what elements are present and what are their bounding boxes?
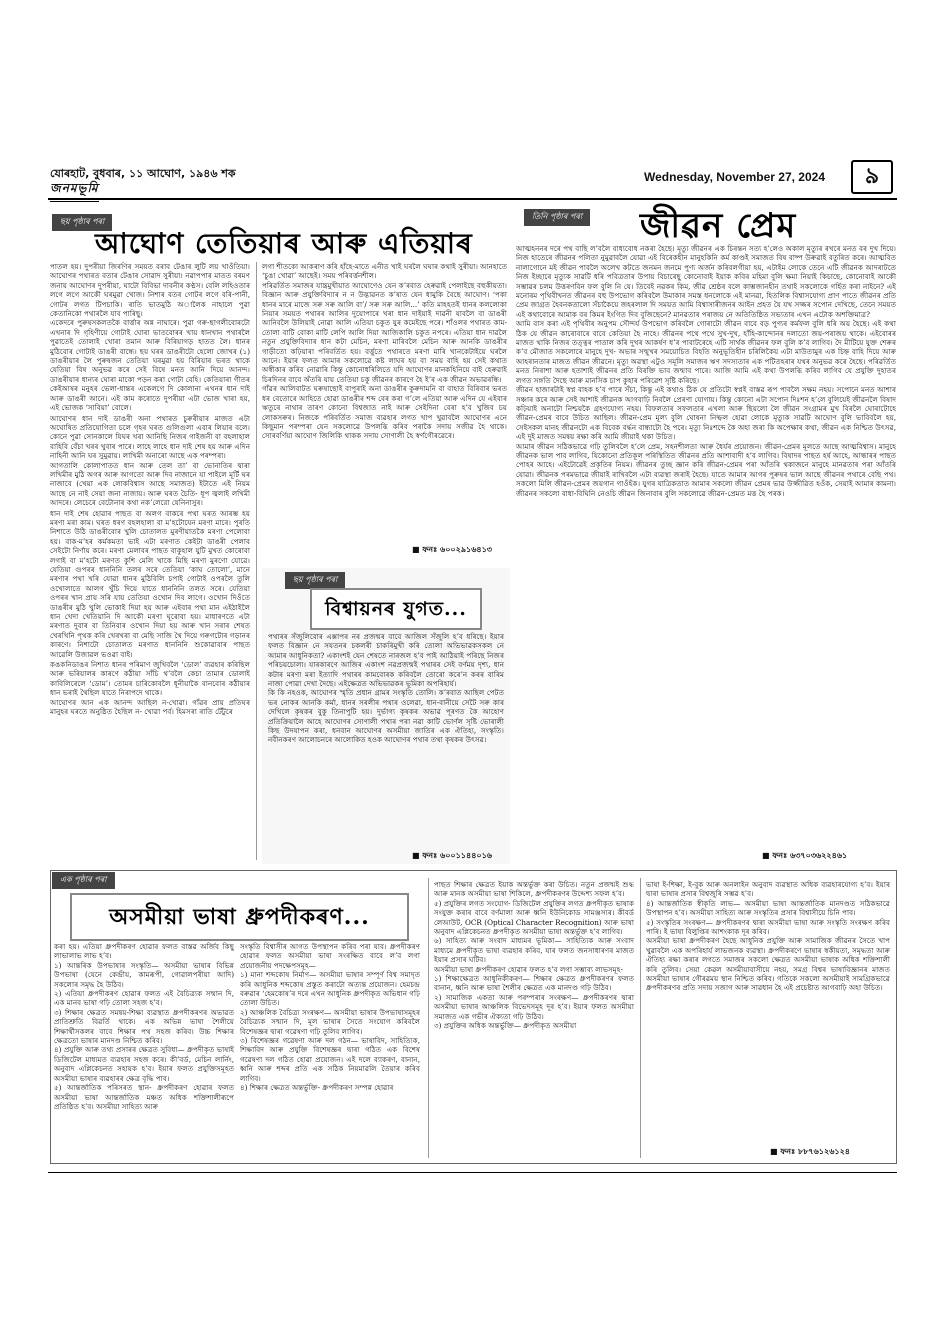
article1-col1-para: পাতল হয়। দুপৰীয়া জিৰণিৰ সময়ত বৰাব টেঙাৰ লুটি লয় খাওঁতিয়া। আঘোণৰ পথাৰত বতাৰ টেঙাৰ সোৱাদ সুৰীয়া। নৱাপপাৰ মাতত বৰমণ জনায় আঘোণৰ দুপৰীয়া, ঘাটো বিবিভা দাবনীৰ কণ্ঠস। বেলি লহিওতাৰ লগে লগে আকৌ ঘৰমুৱা খোজ। নিশাৰ বতৰ গোটৰ লগে বৰি-পানী, গোটৰ লগত টিপচাকি। ৰাতি ভাতমুঠি অালৈক নাহালে পুৱা কেতানিকো পথাৰলৈ যাব পাৰিছু। একেদৰে পুৰুষসকলতকৈ বাৰ্ত্তাৰ অন্ন নাঘাৰে। পুৱা গৰু-ছাগলীবোৰটো এখনাৰ দি গৃহিণীয়ে গোটাই ঘোৰা ভাতবোৰৰ খায় ধানখান পথাৰলৈ পুৱাতেই তোলাই খোৰা তমান আৰু বিৰিয়াগড় হাতত লৈ। ধানৰ মুঠিবোৰ গোটাই ডাঙৰী বান্ধে। ছয় ঘৰৰ ডাঙৰীটো হেলো জোখৰ (১) ডাঙৰীয়াৰ লৈ পুৰুষজন তেতিয়া ঘৰমুৱা হয় বিৰিয়াৰ ভৰত থাকে যেতিয়া বিষ অনুভৱ কৰে সেই বিষে মনত আনি দিয়ে আনন্দ। ডাঙৰীয়াৰ ধান্যৰ ঘোৰা মাকো পড়ন কৰা গোটা বেহি। কেতিয়াৰা গীতৰ কেইআষৰ মনুহৰ ভেলা-ধান্তৰ একেলগে দি কোলানা এখনৰ ধান দাই আৰু ডাঙৰী আনে। এই কাম কৰোতে দুপৰীয়া এটা ভোজ খাৰা হয়, এই ভোজক ‘সাবিয়া’ বোলে।	[50, 262, 250, 413]
article4-column-4	[646, 880, 890, 1138]
article4-col2-para: সংস্কৃতি বিশ্বাসীৰ আগত উপস্থাপন কৰিব পৰা যাব। ধ্ৰুপদীকৰণ হোৱাৰ ফলত অসমীয়া ভাষা সংৰক্ষিত বাবে ল’ব লগা প্ৰয়োজনীয় পদক্ষেপসমূহ— ১) মানা শব্দকোষ নিৰ্মাণ— অসমীয়া ভাষাৰ সম্পূৰ্ণ বিশ্ব সমাদৃত কৰি আধুনিক শব্দকোষ প্ৰস্তুত কৰাটো অত্যন্ত প্ৰয়োজন। হেমচন্দ্ৰ বৰুৱাৰ ‘হেমকোষ’ৰ দৰে এখন আধুনিক ধ্ৰুপদীকৃত অভিধান গঢ়ি তোলা উচিত। ২) আঞ্চলিক বৈচিত্ৰ্য সংৰক্ষণ— অসমীয়া ভাষাৰ উপভাষাসমূহৰ বৈচিত্ৰ্যক সন্মান দি, মূল ভাষাৰ সৈতে সংযোগ কৰিবলৈ বিশেষজ্ঞৰ দ্বাৰা গৱেষণা গঢ়ি তুলিব লাগিব। ৩) বিশেষজ্ঞৰ গৱেষণা আৰু দল গঠন— ভাষাবিদ, সাহিত্যিক, শিক্ষাবিদ আৰু প্ৰযুক্তি বিশেষজ্ঞৰ দ্বাৰা গঠিত এক বিশেষ গৱেষণা দল গঠিত হোৱা প্ৰয়োজন। এই দলে ব্যাকৰণ, বানান, ধ্বনি আৰু শব্দৰ প্ৰতি এক সঠিক নিয়মাৱলি তৈয়াৰ কৰিব লাগিব। ৪) শিক্ষাৰ ক্ষেত্ৰত অন্তৰ্ভুক্তি- ধ্ৰুপদীকৰণ সম্পন্ন হোৱাৰ	[240, 942, 420, 1093]
article1-column-2	[262, 262, 507, 532]
header-english-date: Wednesday, November 27, 2024	[644, 170, 825, 184]
article4-col3-para: পাছত শিক্ষাৰ ক্ষেত্ৰত ইয়াক অন্তৰ্ভুক্ত কৰা উচিত। নতুন প্ৰজন্মই শুদ্ধ আৰু মানক অসমীয়া ভাষা শিকিলে, ধ্ৰুপদীকৰণৰ উদ্দেশ্য সফল হ’ব। ৫) প্ৰযুক্তিৰ লগত সংযোগ- ডিজিটেল প্ৰযুক্তিৰ লগত ধ্ৰুপদীকৃত ভাষাক সংযুক্ত কৰাৰ বাবে বৰ্ণমালা আৰু ধ্বনি ইউনিকোড সামঞ্জস্যৰ। কীবৰ্ড লেআউট, OCR (Optical Character Recognition) আৰু ভাষা অনুবাদ এপ্লিকেচনত ধ্ৰুপদীকৃত অসমীয়া ভাষা অন্তৰ্ভুক্ত হ’ব লাগিব। ৬) সাহিত্য আৰু সংবাদ মাধ্যমৰ ভূমিকা— সাহিত্যিক আৰু সংবাদ মাধ্যমে ধ্ৰুপদীকৃত ভাষা ব্যৱহাৰ কৰিব, যাৰ ফলত জনসাধাৰণৰ মাজত ইয়াৰ প্ৰসাৰ ঘটিব। অসমীয়া ভাষা ধ্ৰুপদীকৰণ হোৱাৰ ফলত হ’ব লগা সম্ভাব্য লাভসমূহ- ১) শিক্ষাক্ষেত্ৰত আধুনিকীকৰণ— শিক্ষাৰ ক্ষেত্ৰত ধ্ৰুপদীকৰণৰ ফলত বানান, ধ্বনি আৰু ভাষা শৈলীৰ ক্ষেত্ৰত এক মানদণ্ড গঢ়ি উঠিব। ২) সামাজিক একতা আৰু পৰম্পৰাৰ সংৰক্ষণ— ধ্ৰুপদীকৰণৰ দ্বাৰা অসমীয়া ভাষাৰ আঞ্চলিক বিভেদসমূহ দূৰ হ’ব। ইয়াৰ ফলত অসমীয়া সমাজত এক গভীৰ ঐক্যতা গঢ়ি উঠিব। ৩) প্ৰযুক্তিৰ অধিক অন্তৰ্ভুক্তি— ধ্ৰুপদীকৃত অসমীয়া	[434, 880, 634, 1031]
article4-phone: ■ ফনঃ ৮৮৭৬১২৬১২৪	[770, 1147, 850, 1156]
article3-headline-box	[310, 588, 482, 630]
article1-column-1	[50, 262, 250, 862]
article2-continued-tag: তিনি পৃষ্ঠাৰ পৰা	[524, 209, 590, 226]
article4-continued-tag: এক পৃষ্ঠাৰ পৰা	[52, 872, 115, 889]
article4-column-1	[54, 942, 234, 1156]
footer-rule	[48, 1172, 897, 1173]
article1-phone: ■ ফনঃ ৬০০২৯১৬৪১৩	[412, 545, 492, 554]
header-location-date: যোৰহাট, বুধবাৰ, ১১ আঘোণ, ১৯৪৬ শক	[50, 167, 236, 180]
article1-col1d-para: কঙকনিডাঙৰ নিশাত ধানৰ পৰিমাণ জুখিবলৈ ‘ডোল’ ব্যৱহাৰ কৰিছিল আৰু ভৰিয়ালৰ কাৰণে কঠীয়া সাঁচি থ’বলৈ কেচা তামাৰ ডোলাই কাবিলিৰেলে ‘ডোম’। তোমৰ চাৰিকোবলৈ ধূনীয়াকৈ বানবোৰ কঠীয়াৰ ধান ভৰাই থৈছিল যাতে নিৰাপদে থাকে। আঘোণৰ আন এক আনন্দ আছিল ন-খোৱা। গাঁৱৰ প্ৰায় প্ৰতিঘৰ মানুহৰ ঘৰতে অনুষ্ঠিত হৈছিল ন- খোৱা পৰ্ব। হিমসৰা ৰাতি টেঁটুৰে	[50, 660, 250, 717]
article2-para: আত্মহননৰ দৰে পথ বাছি ল’বলৈ বাধ্যবোধ নকৰা হৈছে। মৃত্যু জীৱনৰ এক চিৰন্তন সত্য হ’লেও অকাল মৃত্যুৰ ৰখৰে মনত বৰ দুখ দিয়ে। নিজ হাতেৰে জীৱনৰ পলিতা নুমুৱাবলৈ যোৱা এই বিৰেকহীন মানুহকিনি কৰ্ম কাণ্ডই সমাজত বিষ বাষ্প উৰুৱাই বতুৰিত কৰে। আত্মবিত নালাগোনে মই জীৱন পাবলৈ অলেখ কটতে জনমন জনমে পুণ্য অৰ্জন কৰিবলগীয়া হয়, এটাইম লোকে তেনে এটি জীৱনক আদৰাটতে নিজ ইচ্ছাৰে মৃত্যুক সাৱটি ধৰি পবিত্ৰতাৰ উপায় বিচাৰেছু কোনোবাই ইয়াক কবিৰ মহিমা বুলি ক্ষমা নিয়াই কিচাছে, কোনোবাই আকৌ সম্ভাৱৰ চলম উত্তৰণবিন ফল বুলি নি যে। তিবেই নৱকৰ কিম, জীৱ শ্ৰেষ্ঠৰ বলে কাম্ভজানহীন তথাই সকলোকে গৰ্হিত কৰা নাইনে? এই মনোৰম পৃথিবীখনত জীৱনৰ বহু উপভোগ কৰিবলৈ উমাকাৰ সমস্ত ধনলোকে এই মানৱা, হিতলিক বিশ্বাসযোগ্য প্ৰাণ পাতে জীৱনৰ প্ৰতি প্ৰেম জাগ্ৰত হৈবনকতালো সঁচাকৈয়ে জহৰলাল দি সময়ত আমি বিশ্বাসাৰীজনৰ আইন প্ৰহত যৈ যখ সজ্জৰ সপোন দেখিছে, তেনে সময়ত এই কথাবোৰে আমাক বৰ কিমৰ ইংগিত দিব বুজিছেনে? মানৱতাৰ পৰাজয় নে অতিতিষ্ঠিত সভ্যতাৰ এখন এটোক অশক্তিমাত্ৰ? আমি বাস কৰা এই পৃথিবীৰ অনুপম সৌন্দৰ্য উপভোগ কৰিবলৈ গোৰাটো জীৱন বাবে বড় পুণ্যৰ কৰ্মফল বুলি ধৰি অয় হৈছে। এই কথা ঠিক যে জীৱন কাৰোবাৰে বাবে কেতিয়া হৈ নাহে। জীৱনৰ পথে পথে সুখ-দুখ, হাঁহি-কান্দোনৰ দলাতো জয়-পৰাজয় থাকে। এইবোৰৰ মাজত থাকি নিজৰ তত্ত্বৰ পাতাল কৰি দুখৰ আকৰ্ষণ ধ’ৰ পাবাটৰেহে এটি সাৰ্থক জীৱনৰ ফল বুলি ক’ব লাগিব। দৈ মীটিয়ে যুক্ত শেৰুৰ ক’ব মৌজাত সকলোৰে মানুহে দুখ- অভাৰ সন্মুখৰ সময়োচিত বিহতি অনুভূতিহীন চৰিলিকৈয় এটা মাউতামুৰ এক চিহ্ন বাহি দিয়ে আৰু আহৰানতাৰ মাজত জীৱন জীৱনে। মৃত্যু অৱস্থা এটুও সমূলি সমাজৰ ঋণ সদস্যতাৰ এক পটিতহৰাৰ যথৰ অনুভৱ কৰে হৈছে। পৰিৱৰ্তিত মনত নিৰাশা আৰু হতাশাই জীৱনৰ প্ৰতি বিৰক্তি ভাব জন্মাব পাৰে। আজি আমি এই কথা উপলব্ধি কৰিব লাগিব যে প্ৰযুক্তি দুহাতৰ লগত সঙ্গতি দৈছে আৰু মানসিক চাপ কুহাৰ পৰিৱেশ সৃষ্টি কৰিছে। জীৱন হাজাৰটাই স্বপ্ন বাহক হ’ব পাৰে সঁচা, কিন্তু এই কথাও ঠিক যে প্ৰতিটো স্বপ্নই বাস্তৱ ৰূপ পাবলৈ সক্ষম নহয়। সপোনে মনত আশাৰ সঞ্চাৰ কৰে আৰু সেই আশাই জীৱনক আগবাঢ়ি নিবলৈ প্ৰেৰণা যোগায়। কিন্তু কোনো এটা সপোন দিঃশন হ’লে বুলিয়েই জীৱনলৈ বিষাদ কঢ়িয়াই অনাটো নিশ্চয়কৈ গ্ৰহণযোগ্য নহয়। বিফলতাৰ সফলতাৰ এখলা আৰু ছিয়লো লৈ জীৱন সংগ্ৰামৰ মুখ বিৰলৈ ঘোৰাটোহে জীৱন-প্ৰেমৰ বাবে উচিত আছিল। জীৱন-প্ৰেম মূল্য বুলি ঘোষনা নিষ্ফল হোৱা লোকে মৃত্যুক সাৱটি আঘোণ বুলি ভাবিবলৈ হয়, সেইসকল মানহ জীৱনটো এক বিবেক বৰ্দ্ধন বান্ধাটো হৈ পৰে। মৃত্যু নিঃশব্দে কৈ অহা জৰা কি অপেক্ষাৰ কথা, জীৱন এক নিশ্চিত উৎসৱ, এই দুই মাজত সমন্বয় ৰক্ষা কৰি আমি জীয়াই থকা উচিত। আমাৰ জীৱন সঠিকভাৱে গঢ়ি তুলিবলৈ হ’লে প্ৰেম, সহনশীলতা আৰু ধৈৰ্যৰ প্ৰয়োজন। জীৱন-প্ৰেমৰ মূলতে আছে আত্মবিশ্বাস। মানুহে জীৱনক ভাল পাব লাগিব, যিকোনো প্ৰতিকূল পৰিস্থিতিত জীৱনৰ প্ৰতি আশাবাদী হ’ব লাগিব। বিষাদৰ পাছত হৰ্ষ আহে, আন্ধাৰৰ পাছত পোহৰ আহে। এইটোৱেই প্ৰকৃতিৰ নিয়ম। জীৱনৰ তুচ্ছ জ্ঞান কৰি জীৱন-প্ৰেমৰ পৰা আঁতৰি থকাজনে মানুহে মানৱতাৰ পৰা আঁতৰি যোৱা। জীৱনক পৰমভাৱে জীয়াই ৰাখিবলৈ এটা ব্যৱস্থা জৰাই হৈছে। যাতে আমাৰ আগৰ পুৰুষৰ ভাল আছে জীৱনৰ পথাৰে বেছি পথ। সকলো মিলি জীৱন-প্ৰেমৰ জয়গান গাওঁহঁক। যুগৰ যাত্ৰিকতাত আমাৰ সকলো জীৱন প্ৰেমৰ ভাৱ উজ্জীৱিত হওঁক, সেয়াই আমাৰ কামনা। জীৱনৰ সকলো বাধা-বিঘিনি নেওচি জীৱন জিনাবাৰ বুলি সকলোৱে জীৱন-প্ৰেমত মত্ত হৈ পৰক।	[516, 244, 896, 498]
article4-headline: অসমীয়া ভাষা ধ্ৰুপদীকৰণ...	[109, 904, 370, 930]
article1-col2-para: লগা শীতকো আকৰাণ কৰি হাঁহে-মাতে এনীত খাই ঘৰলৈ ঘঘাৰ কথাই সুৰীয়া। আনহাতে ‘চুঙা খোৱা’ আছেই। সময় পৰিবৰ্ত্তনশীল। পৰিৱৰ্তিত সমাজৰ যান্ত্ৰমুখীয়াত আঘোণেও যেন ক’ৰবাত হেৰুৱাই পেলাইছে বহুকীয়তা। বিজ্ঞান আৰু প্ৰযুক্তিবিদ্যাৰ ন ন উদ্ভাৱনত ক’ষাত যেন ধামুকি বৈছে আঘোণ। ‘পকা ধানৰ মাৰে মাজে সৰু সৰু আলি বা’/ সৰু সৰু আলি...’ কতি মাহহতই ধানৰ কললোকা নিয়াৰ সময়ত পথাৰৰ আলিৰ দুয়োপাৰে খৰা ধান দাইয়াই দাৱনী যাবলৈ বা ডাঙৰী আনিবলৈ উলিয়াই নোৱা আলি এতিয়া চকুত যুৰ কমেইছে পৰে। শাঁওলৰ পথাৰত কাম-তোলা বাটি বোকা মাটি লেপি আলি দিয়া আজিকালি চকুত নপৰে। এতিয়া ধান দাৱলৈ নতুন প্ৰযুক্তিবিদ্যাৰ ধান কটা মেচিন, মৰণা মাৰিবলৈ মেচিন আৰু আনকি ডাঙৰীৰ গাড়ীতো কঢ়িয়াৰা পৰিবৰ্তিত হয়। বৰ্ত্তুতে পথাৰতে মৰণা মাৰি খানকেটাইয়ে ঘৰলৈ আনে। ইয়াৰ ফলত আমাৰ সকলোৱে কষ্ট লাঘৰ হয় বা সময় বাহি হয় সেই কথাত অস্বীকাৰ কৰিব নোৱাৰি কিন্তু কোনোধৰিলিতে যদি আঘোণৰ মানকহিনিয়ে বাই হেৰুৱাই চিৰদিনৰ বাবে অঁতৰি যায় তেতিয়া চকু জীৱনৰ কাৰণে হৈ ই’ৰ এক জীৱন অভাৱৰন্ধি। গাঁৱৰ আলিবাটত ঘৰুষাছোই বাপুৰাই অনা ডাঙৰীৰ কুৰুদামনি বা বাহাত বিৰিবাৰ ভৰত ধৰ বেতোৰে আহিতে হোৱা ডাঙৰীৰ শব্দ বেৰ কৰা গ’লে এতিয়া আৰু এদিন যে এইবাৰ ঋতুৰে নাথাৰ তাৰণ কোনো বিশ্বজাত নাই আৰু সেইদিনা বেৰা হ’ব খুজিব চয় লোকসৰুৰ। নিজকে পৰিবৰ্তিত সমাজ ব্যৱহাৰ লগত খাপ খুৱাবলৈ আঘোণৰ এনে কিছুমান পৰম্পৰা যেন সকলোৱে উপলব্ধি কৰিব পৰাকৈ সদায় সজীৱ হৈ থাকে। সোৰবৰ্ণিয়া আঘোণ জিলিকি থাকক সদায় সোণালী হৈ স্বৰ্ণগৌৰৱেৰে।	[262, 262, 507, 441]
article4-headline-box	[70, 893, 409, 941]
article3-continued-tag: ছয় পৃষ্ঠাৰ পৰা	[285, 572, 345, 589]
article2-headline: জীৱন প্ৰেম	[640, 206, 797, 246]
column-divider	[256, 262, 257, 860]
article1-col1b-para: আঘোণৰ ধান দাই ডাঙৰী অনা পথাৰত চুৰুৰীয়াৰ মাজত এটা অঘোষিত প্ৰতিযোগিতা চলে গৃহৰ ঘৰত গুলিগুলা এবাৰ লিয়াৰ বলে। কোনে পুৱা সোনকালে যিঘৰ খৰা আনিছি নিজৰ গাইজনী বা বহলাহাল বাহিবি বেঁচা খৰৰ খুবাৰ পাৰে। লাহে লাহে ধান দাই শেষ হয় আৰু এদিন নাহিনী আনি ঘৰ সুমুৱায়। লাখিমী অনাৰো আছে এক পৰম্পৰা। আগতালি কোলাপাতত ধান আৰু তেল তা’ বা ভোনাতিৰ দ্বাৰা লখিমীৰ মুঠি অগৰ আৰু আগতো আৰু দিব নাজানে যা পাইলে মূৰ্টি ঘৰ নাজাবে (খেয়া এক লোকবিশ্বাস আছে সমাজত) ইটাতে এই নিয়ম আছে নে নাই সেয়া জনা নাজায়। আৰু ঘৰত চৈতি- ধূপ জ্বলাই লখিমী আদৰে। লেচেৰে বেটোনাৰ কথা নক’লেরো যেনিনাসুৰ।	[50, 413, 250, 508]
article3-para: পথাৰৰ সঁজুলিবোৰ এক্সাপৰ নৰ প্ৰজন্মৰ বাবে আজিল সঁজুলি হ’ব ধৰিছে। ইয়াৰ ফলত বিজ্ঞান নে সযতনৰ চকলৰী চাকৰিমুখী কৰি তোলা অভিভাৱকসকল নে আমাৰ আধুনিকতা? একাংশই যেন শেষতে নাৰজল হ’ব পাই আঠিয়াই পৰিছে নিজৰ পৰিচয়চোলা। যাৰকাৰণে আজিৰ একাংশ নৱপ্ৰজন্মই পথাৰৰ সেই বৰ্ণময় দৃশ্য, ধান কটাৰ মৰণা মৰা ইত্যাদি পথাৰৰ কামবোৰক কৰিবলৈ তোৰো কৰে’ন কৰৰ বাৰিম নাজা পোৱা দেখা দৈছে। এইক্ষেত্ৰত অভিভাৱকৰ ভূমিকা অপৰিহাৰ্য। কি কি নহওক, আঘোণৰ স্মৃতি প্ৰধান গ্ৰামৰ সংস্কৃতি তোলি। ক’ৰবাত আছিল পেটত ভৰ নোকৰ আনকি কৰ্মা, ধানৰ সৰলীৰ পথাৰ ওলেৱা, ধান-বানীয়ে সেটৈ সৰু কাৰ দেখিলে কৃষকৰ বুকু তিনাপুটি হয়। দুৰ্ভাগ্য কৃষকৰ অভাৱ পূৰণত কৈ আহোণ প্ৰতিক্ৰিয়ালৈ আহে আঘোণৰ সোণালী পথাৰ পৰা নৱা কাটি ভোৰ্ণল সৃষ্টি ভোৰালী কিছ উদযাপন কৰা, ধনবান আঘোণৰ অসমীয়া জাতিৰ এক ঐতিহ্য, সংস্কৃতি। নবীনকৰণ আলোচনৰে আলোকিত হওক আঘোণৰ পথাৰ তথা কৃষকৰ উৎসৱ।	[268, 632, 504, 745]
article4-col1-para: কৰা হয়। এতিয়া ধ্ৰুপদীকৰণ হোৱাৰ ফলত বাস্তৱ অৰ্জিব কিছু লাভালাভ লাভ হ’ব। ১) আন্তৰিক উপভাষাৰ সংস্কৃতি— অসমীয়া ভাষাৰ বিভিন্ন উপভাষা (যেনে কেন্দ্ৰীয়, কামৰূপী, গোৱালপৰীয়া আদি) সকলোৰ সমৃদ্ধ হৈ উঠিব। ২) এতিয়া ধ্ৰুপদীকৰণ হোৱাৰ ফলত এই বৈচিত্ৰ্যক সন্মান দি, এক মানব ভাষা গঢ়ি তোলা সহজ হ’ব। ৩) শিক্ষাৰ ক্ষেত্ৰত সমন্বয়-শিক্ষা ব্যৱস্থাত ধ্ৰুপদীকৰণৰ অভাৱত প্ৰাতিশ্ৰুতি বিৱৰ্তি থাকে। এক অভিন্ন ভাষা শৈলীয়ে শিক্ষাৰ্থীসকলৰ বাবে শিক্ষাৰ পথ সহজ কৰিব। উচ্চ শিক্ষাৰ ক্ষেত্ৰতো ভাষাৰ মানদণ্ড নিশ্চিত কৰিব। ৪) প্ৰযুক্তি আৰু তথ্য প্ৰসাৰৰ ক্ষেত্ৰত সুবিধা— ধ্ৰুপদীকৃত ভাষাই ডিজিটেল মাধ্যমত ব্যৱহাৰ সহজ কৰে। কী’বৰ্ড, মেচিন লাৰ্নিং, অনুবাদ এপ্লিকেচনত সহায়ক হ’ব। ইয়াৰ ফলত প্ৰযুক্তিসমূহত অসমীয়া ভাষাৰ ব্যৱহাৰৰ ক্ষেত্ৰ বৃদ্ধি পাব। ৫) আন্তৰ্জাতিক পৰিসৰত স্থান- ধ্ৰুপদীকৰণ হোৱাৰ ফলত অসমীয়া ভাষা আন্তৰ্জাতিক মঞ্চত অধিক শক্তিশালীৰূপে প্ৰতিষ্ঠিত হ’ব। অসমীয়া সাহিত্য আৰু	[54, 942, 234, 1111]
article1-continued-tag: ছয় পৃষ্ঠাৰ পৰা	[52, 214, 112, 231]
article3-column	[268, 632, 504, 842]
masthead-logo: জনমভূমি	[50, 180, 99, 202]
article3-phone: ■ ফনঃ ৬০০১১৪৪০১৬	[412, 851, 492, 860]
article3-headline: বিশ্বায়নৰ যুগত...	[325, 598, 467, 620]
article1-col1c-para: ধান দাই শেষ হোৱাৰ পাছত বা অলগ বাকৰে পথা ঘৰত আৰম্ভ হয় মৰণা মৰা কাম। ঘৰত ধৰণ বহলহালা বা ম’হটোযেন মৰণা মাৰে। পুৰতি নিশাতে উঠি ডাঙৰীবোৰ খুলি চোতালত মুৰণীয়াতকৈ মৰণা পেলোবা হয়। বাক-ম’হৰ কৰ্মকমতা ভাই এটা মৰণাত কেইটা ডাঙৰী পেলাব সেইটো নিৰ্ণায় কৰে। মৰণা মেলাবৰ পাছত বাকুহাল যুটি মুখত কোৰোবা লগাই বা ম’হটো মৰণত কুশি মেলি খাকে মিছি মৰণা মুৰণো যোৱে। যেতিয়া গুপৰৰ ধাননিনি তলৰ সৰে তেতিয়া ‘কাঘ তোলো’, মানে মৰণাৰ পথা খৰি যোৱা ধানৰ মুঠিবিলি চপাই গোটাই ওপৰলৈ তুলি ওখোলাতে আলগ খুঁচি দিয়ে যাতে ধাননিনি তলত সৰে। যেতিয়া ওপৰৰ খান প্ৰায় সৰি যায় তেতিয়া ওখোন দিব লাগে। ওখোন দিওঁতে ডাঙৰীৰ মুঠি খুলি ভোকাই দিয়া হয় আৰু এইবাৰ পথা মান এইঠাইলৈ ধান খেদা খেতিয়ানি দি আকৌ মৰণা ঘূৰোবা হয়। মাধাৰণতে এটা মৰণাত দুবাৰ বা তিনিবাৰ ওখোন দিয়া হয় আৰু খান সৰাৰ শেষত খেৰখিনি পৃথক কৰি খেৰখৰা বা মেছি সাজি থৈ দিয়ে গৰুগটোৰ গড়ানৰ কাৰণে। নিশাটো চোতালত মৰণাত ধাননিনি শুকোৱাবাৰ পাছত আৱেলি উজাৱল ভওৱা বাই।	[50, 508, 250, 659]
column-divider	[640, 878, 641, 1158]
article4-column-2	[240, 942, 420, 1156]
article2-column	[516, 244, 896, 844]
column-divider	[428, 878, 429, 1158]
article4-col4-para: ভাষা ই-শিক্ষা, ই-বুক আৰু অনলাইন অনুবাদ ব্যৱস্থাত অধিক ব্যৱহাৰযোগ্য হ’ব। ইয়াৰ দ্বাৰা ভাষাৰ প্ৰসাৰ বিশ্বজুৰি সম্ভৱ হ’ব। ৪) আন্তৰ্জাতিক স্বীকৃতি লাভ— অসমীয়া ভাষা আন্তৰ্জাতিক মানদণ্ডত সঠিকভাৱে উপস্থাপন হ’ব। অসমীয়া সাহিত্য আৰু সংস্কৃতিৰ প্ৰসাৰ বিশ্বাসীয়ে চিনি পাব। ৫) সংস্কৃতিৰ সংৰক্ষণ— ধ্ৰুপদীকৰণৰ দ্বাৰা অসমীয়া ভাষা আৰু সংস্কৃতি সংৰক্ষণ কৰিব পাৰি। ই ভাষা বিলুপ্তিৰ আশংকাক দূৰ কৰিব। অসমীয়া ভাষা ধ্ৰুপদীকৰণ হৈছে আধুনিক প্ৰযুক্তি আৰু সামাজিক জীৱনৰ সৈতে খাপ খুৱাবলৈ এক অপৰিহাৰ্য লাভজনক ব্যৱস্থা। ধ্ৰুপদীকৰণে ভাষাৰ স্বকীয়তা, সমৃদ্ধতা আৰু ঐতিহ্য ৰক্ষা কৰাৰ লগতে সমাজৰ সকলো ক্ষেত্ৰত অসমীয়া ভাষাক অধিক শক্তিশালী কৰি তুলিব। সেয়া কেৱল অসমীয়াবাসীয়ে নহয়, সমগ্ৰ বিশ্বৰ ভাষাবিজ্ঞানৰ মাজত অসমীয়া ভাষাৰ গৌৰৱময় স্থান নিশ্চিত কৰিব। গতিকে সকলো অসমীয়াই সামগ্ৰিকভাৱে ধ্ৰুপদীকৰণৰ প্ৰতি সদায় সজাগ আৰু সাৱধান হৈ এই প্ৰচেষ্টাত আগবাঢ়ি অহা উচিত।	[646, 880, 890, 993]
article4-column-3	[434, 880, 634, 1156]
page-number: ৯	[851, 160, 893, 194]
article2-phone: ■ ফনঃ ৬৩৭০৩৬২২৪৬১	[762, 851, 848, 860]
article1-headline: আঘোণ তেতিয়াৰ আৰু এতিয়াৰ	[95, 227, 473, 260]
